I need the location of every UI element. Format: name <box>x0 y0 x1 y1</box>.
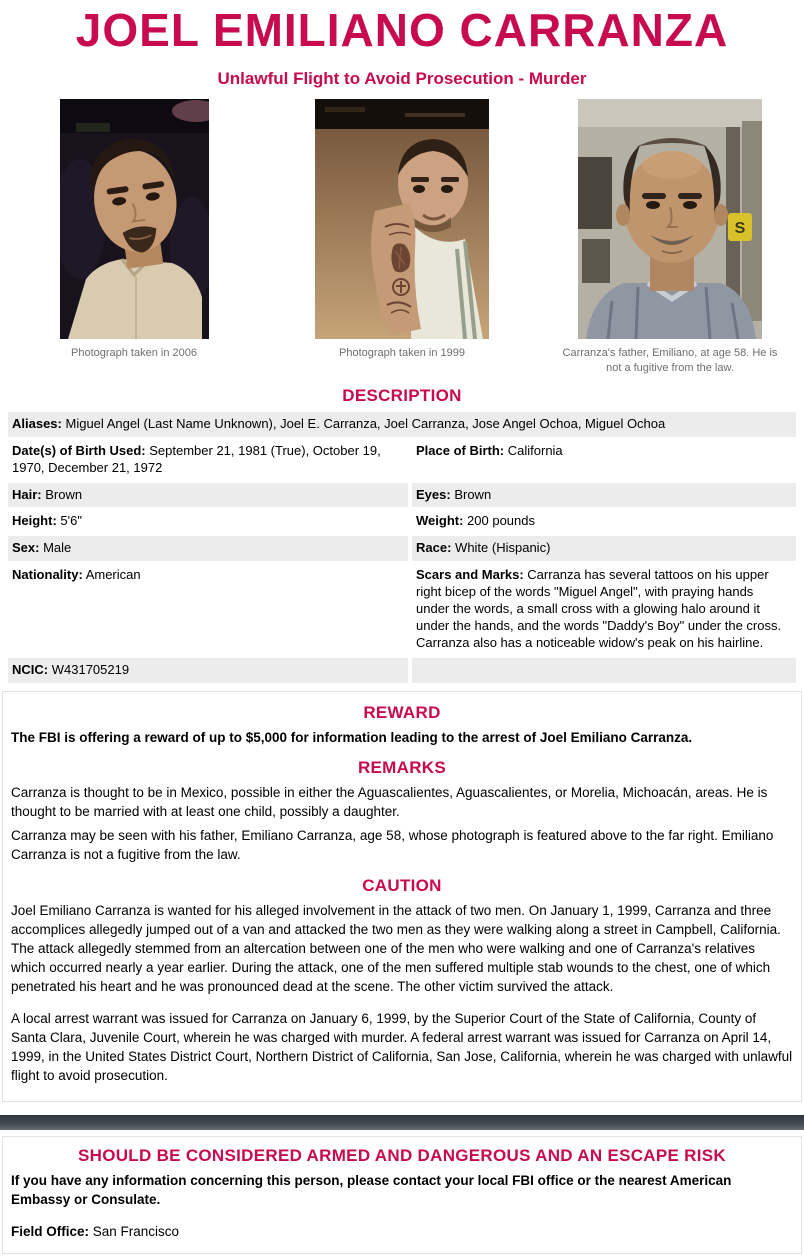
table-cell-sex <box>8 536 408 561</box>
scars-and-marks-value: Carranza has several tattoos on his upper right bicep of the words "Miguel Angel", with praying hands under the words, a small cross with a glowing halo around it under the hands, and the words "Daddy's Boy" under the cross. Carranza also has a noticeable widow's peak on his hairline. <box>416 567 782 650</box>
place-of-birth-label: Place of Birth: <box>416 442 505 458</box>
remarks-heading: REMARKS <box>357 758 447 778</box>
hair-value: Brown <box>45 486 83 502</box>
dob-label: Date(s) of Birth Used: <box>12 442 146 458</box>
scars-and-marks-label: Scars and Marks: <box>416 567 524 583</box>
description-table <box>8 412 796 683</box>
weight-value: 200 pounds <box>467 513 535 529</box>
photo-column-father <box>536 99 804 375</box>
photo-column-1999 <box>268 99 536 375</box>
description-heading: DESCRIPTION <box>342 385 462 405</box>
table-cell-dob <box>8 439 408 481</box>
charge-subtitle: Unlawful Flight to Avoid Prosecution - Murder <box>217 69 587 89</box>
caution-paragraph-1: Joel Emiliano Carranza is wanted for his alleged involvement in the attack of two men. On January 1, 1999, Carranza and three accomplices allegedly jumped out of a van and attacked the two men as they were walking along a street in Campbell, California. The attack allegedly stemmed from an altercation between one of the men who were walking and one of Carranza's relatives which occurred nearly a year earlier. During the attack, one of the men suffered multiple stab wounds to the chest, one of which penetrated his heart and he was pronounced dead at the scene. The other victim survived the attack. <box>11 903 781 994</box>
field-office-label: Field Office: <box>11 1223 90 1239</box>
page-title: JOEL EMILIANO CARRANZA <box>75 4 729 56</box>
field-office-value: San Francisco <box>92 1223 180 1239</box>
sex-label: Sex: <box>12 540 40 556</box>
photo-column-2006 <box>0 99 268 375</box>
weight-label: Weight: <box>416 513 464 529</box>
ncic-label: NCIC: <box>12 661 49 677</box>
eyes-label: Eyes: <box>416 486 451 502</box>
armed-dangerous-heading: SHOULD BE CONSIDERED ARMED AND DANGEROUS AND AN ESCAPE RISK <box>77 1146 726 1166</box>
nationality-label: Nationality: <box>12 567 83 583</box>
table-cell-nationality <box>8 563 408 655</box>
section-divider-bar <box>0 1115 804 1130</box>
warning-box <box>2 1136 802 1254</box>
table-cell-height <box>8 509 408 534</box>
contact-instructions: If you have any information concerning this person, please contact your local FBI office or the nearest American Embassy or Consulate. <box>11 1173 732 1207</box>
table-cell-eyes <box>412 483 796 508</box>
reward-heading: REWARD <box>363 702 441 722</box>
race-label: Race: <box>416 540 452 556</box>
hair-label: Hair: <box>12 486 42 502</box>
table-row-aliases <box>8 412 796 437</box>
table-cell-scars-and-marks <box>412 563 796 655</box>
aliases-value: Miguel Angel (Last Name Unknown), Joel E. Carranza, Joel Carranza, Jose Angel Ochoa, Miguel Ochoa <box>65 415 666 431</box>
reward-text: The FBI is offering a reward of up to $5,000 for information leading to the arrest of Joel Emiliano Carranza. <box>11 729 693 745</box>
photo-caption-2006: Photograph taken in 2006 <box>71 347 197 360</box>
field-office-line <box>11 1224 793 1239</box>
info-sections-box <box>2 691 802 1102</box>
table-cell-weight <box>412 509 796 534</box>
sex-value: Male <box>43 540 72 556</box>
height-value: 5'6" <box>60 513 82 529</box>
caution-heading: CAUTION <box>362 876 442 896</box>
suspect-photo-2006 <box>60 99 209 339</box>
table-cell-place-of-birth <box>412 439 796 481</box>
photo-caption-father: Carranza's father, Emiliano, at age 58. He is not a fugitive from the law. <box>562 347 778 374</box>
caution-paragraph-2: A local arrest warrant was issued for Carranza on January 6, 1999, by the Superior Court of the State of California, County of Santa Clara, Juvenile Court, wherein he was charged with murder. A federal arrest warrant was issued for Carranza on April 14, 1999, in the United States District Court, Northern District of California, San Jose, California, wherein he was charged with unlawful flight to avoid prosecution. <box>11 1011 793 1084</box>
sign-letter: S <box>734 220 746 238</box>
place-of-birth-value: California <box>507 442 563 458</box>
ncic-value: W431705219 <box>51 661 130 677</box>
table-cell-hair <box>8 483 408 508</box>
remarks-paragraph-2: Carranza may be seen with his father, Emiliano Carranza, age 58, whose photograph is featured above to the far right. Emiliano Carranza is not a fugitive from the law. <box>11 828 774 863</box>
table-cell-ncic-empty <box>412 658 796 683</box>
table-cell-race <box>412 536 796 561</box>
suspect-photo-1999 <box>315 99 489 339</box>
nationality-value: American <box>85 567 141 583</box>
aliases-label: Aliases: <box>12 415 62 431</box>
father-photo <box>578 99 762 339</box>
race-value: White (Hispanic) <box>455 540 551 556</box>
photo-caption-1999: Photograph taken in 1999 <box>339 347 465 360</box>
photo-row <box>0 99 804 375</box>
eyes-value: Brown <box>454 486 492 502</box>
remarks-paragraph-1: Carranza is thought to be in Mexico, possible in either the Aguascalientes, Aguascalientes, or Morelia, Michoacán, areas. He is thought to be married with at least one child, possibly a daughter. <box>11 785 768 820</box>
table-cell-ncic <box>8 658 408 683</box>
dob-value: September 21, 1981 (True), October 19, 1970, December 21, 1972 <box>12 442 381 475</box>
height-label: Height: <box>12 513 57 529</box>
